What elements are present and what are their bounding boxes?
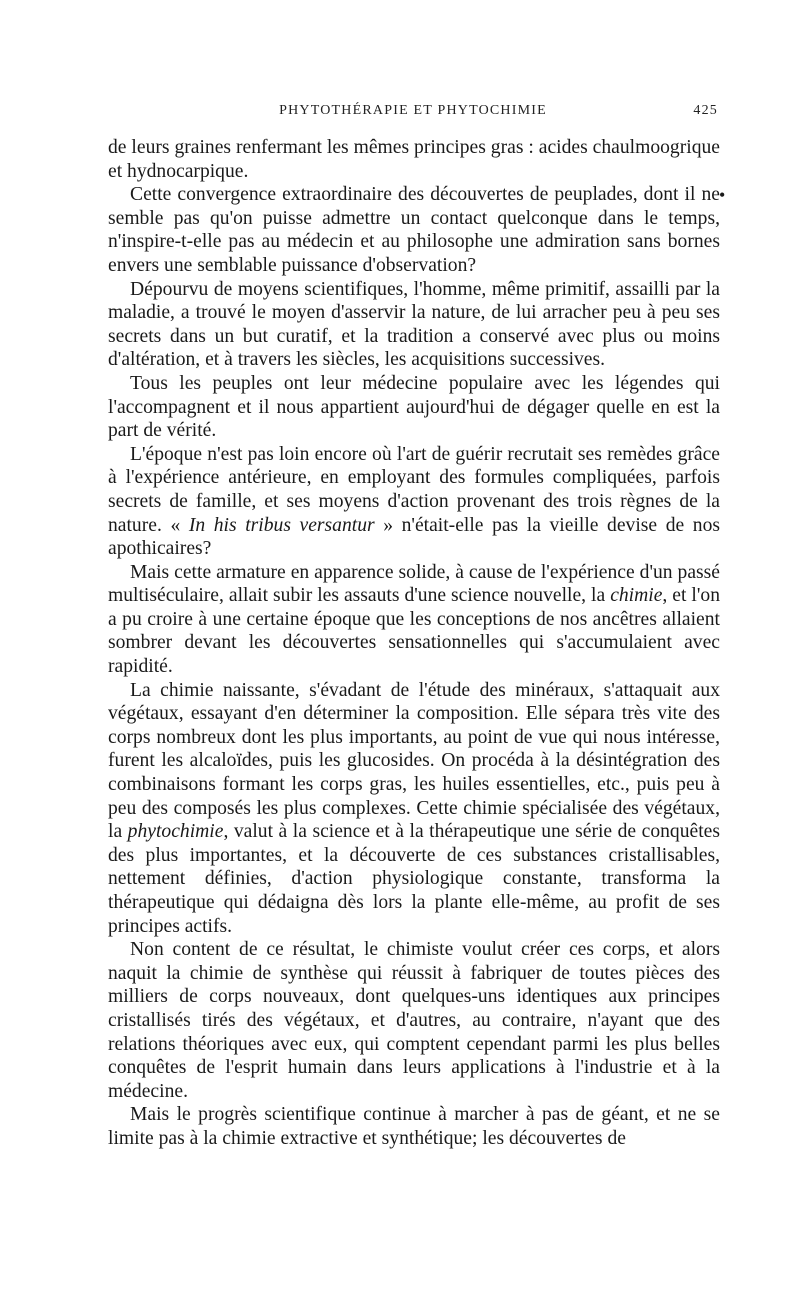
- paragraph-text: , et l'on a pu croire à une certaine époque que les conceptions de nos ancêtres allaient sombrer devant les découvertes sensationnelles qui s'accumulaient avec rapidité.: [108, 585, 721, 678]
- running-title: PHYTOTHÉRAPIE ET PHYTOCHIMIE: [279, 103, 547, 118]
- paragraph-text: Mais cette armature en apparence solide, à cause de l'expérience d'un passé multiséculaire, allait subir les assauts d'une science nouvelle, la: [108, 561, 720, 607]
- paragraph-text: de leurs graines renfermant les mêmes principes gras : acides chaulmoogrique et hydnocarpique.: [108, 137, 720, 182]
- paragraph: [108, 183, 720, 277]
- paragraph-text: L'époque n'est pas loin encore où l'art de guérir recrutait ses remèdes grâce à l'expérience antérieure, en employant des formules compliquées, parfois secrets de famille, et ses moyens d'action provenant des trois règnes de la nature. «: [108, 443, 720, 536]
- margin-dot: •: [719, 185, 726, 205]
- paragraph-text: Non content de ce résultat, le chimiste voulut créer ces corps, et alors naquit la chimie de synthèse qui réussit à fabriquer de toutes pièces des milliers de corps nouveaux, dont quelques-uns identiques aux principes cristallisés tirés des végétaux, et d'autres, au contraire, n'ayant que des relations théoriques avec eux, qui comptent cependant parmi les plus belles conquêtes de l'esprit humain dans leurs applications à l'industrie et à la médecine.: [108, 939, 720, 1102]
- paragraph-text: Mais le progrès scientifique continue à marcher à pas de géant, et ne se limite pas à la chimie extractive et synthétique; les découvertes de: [108, 1104, 720, 1149]
- italic-term: phytochimie: [127, 821, 224, 843]
- paragraph: [108, 679, 720, 939]
- paragraph: [108, 372, 720, 443]
- paragraph-text: Cette convergence extraordinaire des découvertes de peuplades, dont il ne semble pas qu'on puisse admettre un contact quelconque dans le temps, n'inspire-t-elle pas au médecin et au philosophe une admiration sans bornes envers une semblable puissance d'observation?: [108, 184, 720, 276]
- paragraph: [108, 278, 720, 372]
- paragraph-text: Dépourvu de moyens scientifiques, l'homme, même primitif, assailli par la maladie, a trouvé le moyen d'asservir la nature, de lui arracher peu à peu ses secrets dans un but curatif, et la tradition a conservé avec plus ou moins d'altération, et à travers les siècles, les acquisitions successives.: [108, 278, 720, 371]
- body-text: [108, 136, 720, 1151]
- paragraph-text: , valut à la science et à la thérapeutique une série de conquêtes des plus importantes, et la découverte de ces substances cristallisables, nettement définies, d'action physiologique constante, transforma la thérapeutique qui dédaigna dès lors la plante elle-même, au profit de ses principes actifs.: [108, 821, 720, 937]
- paragraph: [108, 1103, 720, 1150]
- latin-quote: In his tribus versantur: [188, 514, 375, 536]
- paragraph-text: Tous les peuples ont leur médecine populaire avec les légendes qui l'accompagnent et il nous appartient aujourd'hui de dégager quelle en est la part de vérité.: [108, 372, 720, 442]
- paragraph-text: La chimie naissante, s'évadant de l'étude des minéraux, s'attaquait aux végétaux, essayant d'en déterminer la composition. Elle sépara très vite des corps nombreux dont les plus importants, au point de vue qui nous intéresse, furent les alcaloïdes, puis les glucosides. On procéda à la désintégration des combinaisons formant les corps gras, les huiles essentielles, etc., puis peu à peu des composés les plus complexes. Cette chimie spécialisée des végétaux, la: [108, 679, 720, 843]
- paragraph: [108, 443, 720, 561]
- running-header: [108, 103, 718, 127]
- paragraph: [108, 561, 720, 679]
- paragraph: [108, 136, 720, 183]
- italic-term: chimie: [610, 585, 663, 607]
- paragraph-text: » n'était-elle pas la vieille devise de nos apothicaires?: [108, 514, 721, 560]
- page-number: 425: [693, 103, 718, 118]
- paragraph: [108, 938, 720, 1103]
